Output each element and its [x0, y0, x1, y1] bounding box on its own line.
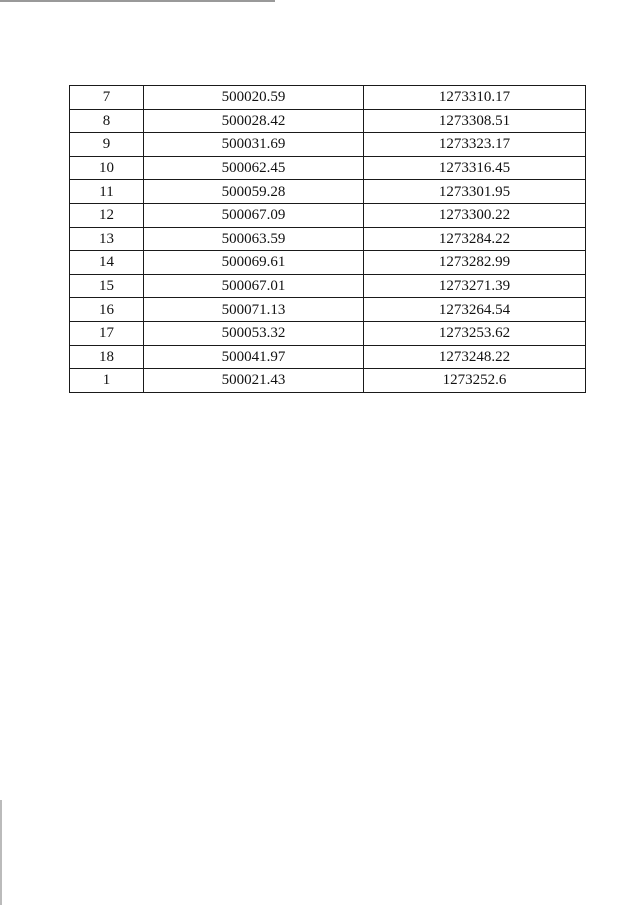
y-coordinate-cell: 1273271.39 — [364, 274, 586, 298]
table-row — [70, 109, 586, 133]
point-number-cell: 16 — [70, 298, 144, 322]
table-row — [70, 133, 586, 157]
point-number-cell: 8 — [70, 109, 144, 133]
y-coordinate-cell: 1273301.95 — [364, 180, 586, 204]
x-coordinate-cell: 500028.42 — [144, 109, 364, 133]
point-number-cell: 9 — [70, 133, 144, 157]
x-coordinate-cell: 500053.32 — [144, 321, 364, 345]
x-coordinate-cell: 500067.01 — [144, 274, 364, 298]
y-coordinate-cell: 1273323.17 — [364, 133, 586, 157]
table-row — [70, 203, 586, 227]
x-coordinate-cell: 500071.13 — [144, 298, 364, 322]
point-number-cell: 13 — [70, 227, 144, 251]
point-number-cell: 12 — [70, 203, 144, 227]
point-number-cell: 17 — [70, 321, 144, 345]
x-coordinate-cell: 500041.97 — [144, 345, 364, 369]
x-coordinate-cell: 500059.28 — [144, 180, 364, 204]
y-coordinate-cell: 1273310.17 — [364, 86, 586, 110]
table-row — [70, 156, 586, 180]
x-coordinate-cell: 500069.61 — [144, 251, 364, 275]
y-coordinate-cell: 1273252.6 — [364, 369, 586, 393]
x-coordinate-cell: 500020.59 — [144, 86, 364, 110]
point-number-cell: 18 — [70, 345, 144, 369]
x-coordinate-cell: 500031.69 — [144, 133, 364, 157]
table-row — [70, 227, 586, 251]
point-number-cell: 15 — [70, 274, 144, 298]
x-coordinate-cell: 500062.45 — [144, 156, 364, 180]
table-row — [70, 298, 586, 322]
y-coordinate-cell: 1273308.51 — [364, 109, 586, 133]
table-row — [70, 321, 586, 345]
point-number-cell: 11 — [70, 180, 144, 204]
y-coordinate-cell: 1273316.45 — [364, 156, 586, 180]
y-coordinate-cell: 1273248.22 — [364, 345, 586, 369]
table-row — [70, 345, 586, 369]
y-coordinate-cell: 1273264.54 — [364, 298, 586, 322]
table-row — [70, 251, 586, 275]
point-number-cell: 1 — [70, 369, 144, 393]
coordinates-table — [69, 85, 586, 393]
y-coordinate-cell: 1273300.22 — [364, 203, 586, 227]
point-number-cell: 7 — [70, 86, 144, 110]
table-row — [70, 274, 586, 298]
point-number-cell: 10 — [70, 156, 144, 180]
table-row — [70, 86, 586, 110]
x-coordinate-cell: 500063.59 — [144, 227, 364, 251]
point-number-cell: 14 — [70, 251, 144, 275]
scan-artifact-edge — [0, 800, 2, 905]
y-coordinate-cell: 1273284.22 — [364, 227, 586, 251]
x-coordinate-cell: 500067.09 — [144, 203, 364, 227]
table-row — [70, 180, 586, 204]
y-coordinate-cell: 1273253.62 — [364, 321, 586, 345]
scan-artifact-line — [0, 0, 275, 2]
x-coordinate-cell: 500021.43 — [144, 369, 364, 393]
y-coordinate-cell: 1273282.99 — [364, 251, 586, 275]
table-row — [70, 369, 586, 393]
